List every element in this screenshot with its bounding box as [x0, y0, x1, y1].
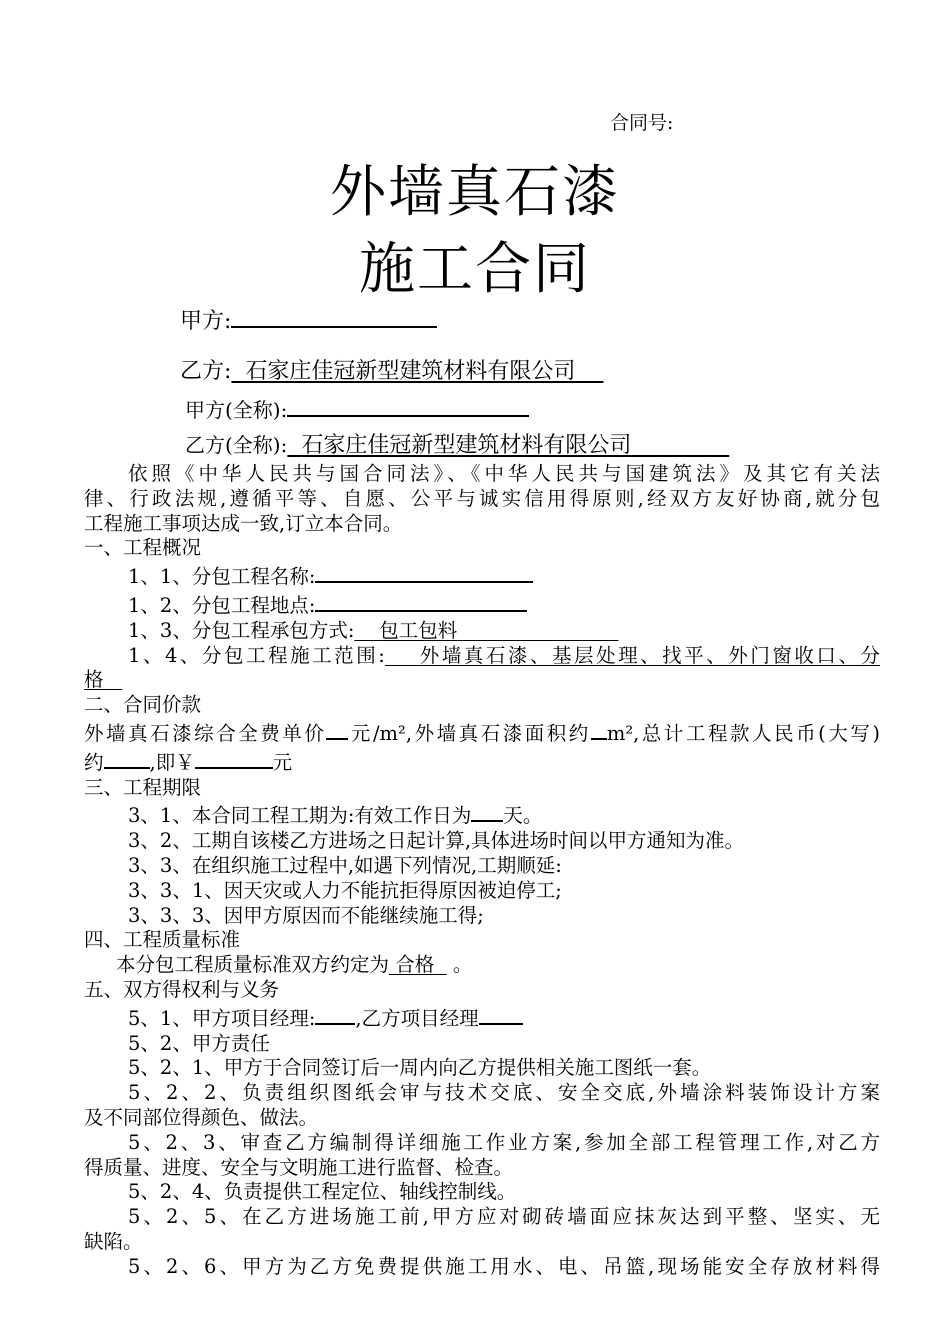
section5-item2-2-line1: 5、2、2、负责组织图纸会审与技术交底、安全交底,外墙涂料装饰设计方案: [128, 1081, 880, 1105]
section5-item1: 5、1、甲方项目经理: ,乙方项目经理: [84, 1003, 880, 1032]
party-a-full-row: [185, 394, 529, 423]
section5-item2-3-line2: 得质量、进度、安全与文明施工进行监督、检查。: [84, 1155, 514, 1179]
section3-item2: 3、2、工期自该楼乙方进场之日起计算,具体进场时间以甲方通知为准。: [128, 829, 745, 853]
party-b-full-row: [185, 428, 729, 459]
party-b-name: 石家庄佳冠新型建筑材料有限公司: [245, 359, 576, 384]
party-b-full-name: 石家庄佳冠新型建筑材料有限公司: [301, 433, 632, 458]
scope-value-line1: 外墙真石漆、基层处理、找平、外门窗收口、分: [419, 643, 881, 667]
section5-item2: 5、2、甲方责任: [128, 1031, 270, 1055]
party-a-label: 甲方:: [180, 309, 232, 334]
section3-item3-1: 3、3、1、因天灾或人力不能抗拒得原因被迫停工;: [128, 878, 562, 902]
work-days-blank: [471, 800, 503, 822]
section2-price-line2: 约 ,即￥ 元: [84, 747, 880, 776]
party-a-manager-blank: [315, 1003, 355, 1025]
section1-item2: 1、2、分包工程地点:: [84, 590, 880, 619]
party-b-manager-blank: [479, 1003, 523, 1025]
party-b-row: [180, 354, 603, 385]
project-location-blank: [315, 590, 527, 612]
quality-standard-value: 合格: [395, 953, 435, 977]
section5-item2-5-line2: 缺陷。: [84, 1229, 143, 1253]
section5-item2-4: 5、2、4、负责提供工程定位、轴线控制线。: [128, 1180, 517, 1204]
section2-price-line1: 外墙真石漆综合全费单价 元/m²,外墙真石漆面积约 m²,总计工程款人民币(大写): [84, 718, 880, 747]
section3-item3-3: 3、3、3、因甲方原因而不能继续施工得;: [128, 903, 484, 927]
section5-item2-1: 5、2、1、甲方于合同签订后一周内向乙方提供相关施工图纸一套。: [128, 1056, 712, 1080]
intro-line3: 工程施工事项达成一致,订立本合同。: [84, 511, 403, 535]
section2-heading: 二、合同价款: [84, 693, 202, 717]
amount-words-blank: [104, 747, 150, 769]
intro-line1: 依照《中华人民共与国合同法》、《中华人民共与国建筑法》及其它有关法: [128, 462, 880, 485]
section4-text: 本分包工程质量标准双方约定为 合格 。: [116, 953, 473, 977]
party-b-label: 乙方:: [180, 359, 232, 384]
contract-body: [84, 462, 880, 1280]
party-a-row: [180, 304, 437, 335]
contract-method-value: 包工包料: [379, 618, 458, 642]
party-a-full-blank: [287, 395, 529, 417]
project-name-blank: [315, 561, 533, 583]
document-title-line1: 外墙真石漆: [330, 160, 620, 225]
party-b-full-label: 乙方(全称):: [185, 433, 288, 457]
party-a-full-label: 甲方(全称):: [185, 398, 288, 422]
section5-item2-5-line1: 5、2、5、在乙方进场施工前,甲方应对砌砖墙面应抹灰达到平整、坚实、无: [128, 1205, 880, 1229]
section5-item2-3-line1: 5、2、3、审查乙方编制得详细施工作业方案,参加全部工程管理工作,对乙方: [128, 1130, 880, 1154]
section1-item3: 1、3、分包工程承包方式: 包工包料: [84, 619, 880, 644]
section4-heading: 四、工程质量标准: [84, 928, 241, 952]
document-title-line2: 施工合同: [359, 237, 591, 302]
section3-item1: 3、1、本合同工程工期为:有效工作日为 天。: [84, 800, 880, 829]
scope-value-line2: 格: [84, 668, 104, 692]
section5-item2-2-line2: 及不同部位得颜色、做法。: [84, 1105, 319, 1129]
unit-price-blank: [326, 718, 348, 740]
area-blank: [591, 718, 607, 740]
section5-heading: 五、双方得权利与义务: [84, 977, 280, 1001]
section5-item2-6-line1: 5、2、6、甲方为乙方免费提供施工用水、电、吊篮,现场能安全存放材料得: [128, 1254, 880, 1278]
section1-item1: 1、1、分包工程名称:: [84, 561, 880, 590]
amount-number-blank: [195, 747, 273, 769]
section1-heading: 一、工程概况: [84, 536, 202, 560]
section3-item3: 3、3、在组织施工过程中,如遇下列情况,工期顺延:: [128, 853, 562, 877]
section1-item4: 1、4、分包工程施工范围: 外墙真石漆、基层处理、找平、外门窗收口、分: [128, 643, 881, 667]
intro-line2: 律、行政法规,遵循平等、自愿、公平与诚实信用得原则,经双方友好协商,就分包: [84, 486, 880, 510]
section1-item4-cont: [84, 668, 880, 693]
party-a-blank: [231, 306, 437, 328]
section3-heading: 三、工程期限: [84, 775, 202, 799]
contract-number-label: 合同号:: [610, 112, 674, 134]
